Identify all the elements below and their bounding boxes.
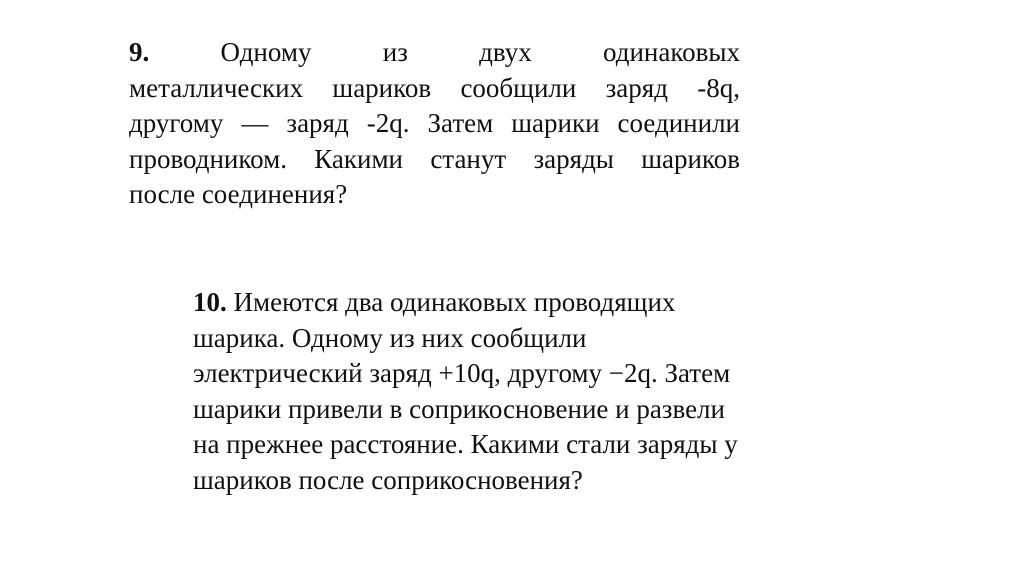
- problem-10-line-1: [193, 285, 833, 321]
- problem-10-line-4: шарики привели в соприкосновение и развели: [193, 393, 725, 424]
- problem-10-line-2: шарика. Одному из них сообщили: [193, 322, 587, 353]
- problem-10-line-6: шариков после соприкосновения?: [193, 464, 583, 495]
- problem-10-line-3: электрический заряд +10q, другому −2q. Затем: [193, 358, 731, 388]
- problem-9-line-1: [129, 35, 740, 71]
- problem-9-line-5: после соединения?: [129, 179, 348, 209]
- problem-9-line-2: металлических шариков сообщили заряд -8q,: [129, 72, 740, 103]
- problem-10-number: 10.: [193, 287, 227, 317]
- problem-9: [129, 35, 740, 213]
- problem-9-text-1: Одному из двух одинаковых: [220, 37, 740, 67]
- problem-9-line-4: проводником. Какими станут заряды шариков: [129, 143, 740, 174]
- problem-10: [193, 285, 833, 498]
- problem-10-text-1: Имеются два одинаковых проводящих: [233, 287, 676, 317]
- problem-10-line-5: на прежнее расстояние. Какими стали заряды у: [193, 429, 738, 459]
- problem-9-line-3: другому — заряд -2q. Затем шарики соединили: [129, 108, 740, 138]
- problem-9-number: 9.: [129, 37, 150, 67]
